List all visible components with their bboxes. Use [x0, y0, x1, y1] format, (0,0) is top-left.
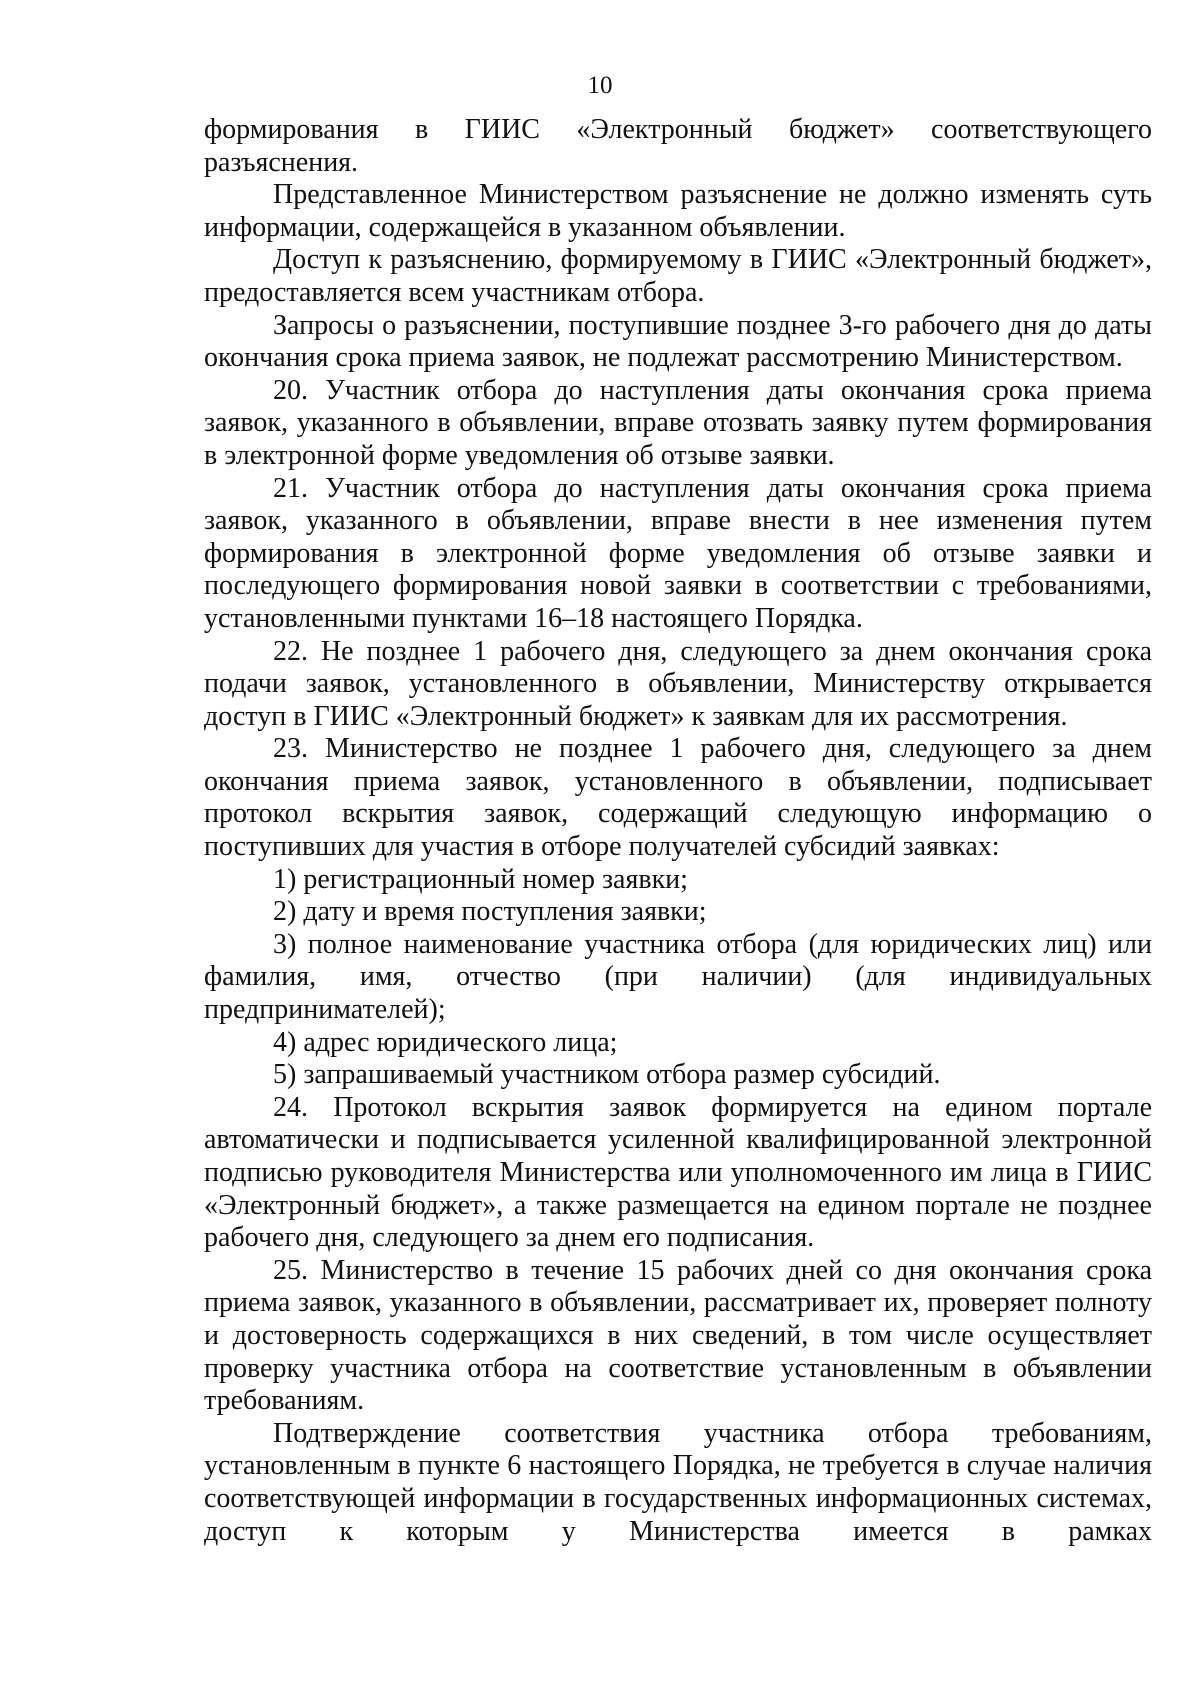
- paragraph-clarification-content: Представленное Министерством разъяснение не должно изменять суть информации, содержащейся в указанном объявлении.: [204, 179, 1152, 243]
- paragraph-item-24: 24. Протокол вскрытия заявок формируется на едином портале автоматически и подписывается усиленной квалифицированной электронной подписью руководителя Министерства или уполномоченного им лица в ГИИС «Электронный бюджет», а также размещается на едином портале не позднее рабочего дня, следующего за днем его подписания.: [204, 1091, 1152, 1254]
- list-item-5: 5) запрашиваемый участником отбора размер субсидий.: [273, 1059, 941, 1091]
- document-body: [204, 114, 1152, 1548]
- paragraph-item-21: 21. Участник отбора до наступления даты окончания срока приема заявок, указанного в объявлении, вправе внести в нее изменения путем формирования в электронной форме уведомления об отзыве заявки и последующего формирования новой заявки в соответствии с требованиями, установленными пунктами 16–18 настоящего Порядка.: [204, 472, 1152, 634]
- list-item-1: 1) регистрационный номер заявки;: [273, 863, 688, 895]
- list-item-3: 3) полное наименование участника отбора (для юридических лиц) или фамилия, имя, отчество (при наличии) (для индивидуальных предпринимателей);: [204, 928, 1152, 1026]
- paragraph-item-23: 23. Министерство не позднее 1 рабочего дня, следующего за днем окончания приема заявок, установленного в объявлении, подписывает протокол вскрытия заявок, содержащий следующую информацию о поступивших для участия в отборе получателей субсидий заявках:: [204, 733, 1152, 863]
- paragraph-continuation: формирования в ГИИС «Электронный бюджет» соответствующего разъяснения.: [204, 114, 1152, 178]
- page-number: 10: [587, 72, 613, 99]
- paragraph-item-22: 22. Не позднее 1 рабочего дня, следующего за днем окончания срока подачи заявок, установленного в объявлении, Министерству открывается доступ в ГИИС «Электронный бюджет» к заявкам для их рассмотрения.: [204, 635, 1152, 732]
- paragraph-confirmation: Подтверждение соответствия участника отбора требованиям, установленным в пункте 6 настоящего Порядка, не требуется в случае наличия соответствующей информации в государственных информационных системах, доступ к которым у Министерства имеется в рамках: [204, 1417, 1152, 1547]
- list-item-4: 4) адрес юридического лица;: [273, 1026, 618, 1058]
- paragraph-clarification-requests: Запросы о разъяснении, поступившие позднее 3-го рабочего дня до даты окончания срока приема заявок, не подлежат рассмотрению Министерством.: [204, 309, 1152, 374]
- paragraph-item-20: 20. Участник отбора до наступления даты окончания срока приема заявок, указанного в объявлении, вправе отозвать заявку путем формирования в электронной форме уведомления об отзыве заявки.: [204, 374, 1152, 471]
- paragraph-item-25: 25. Министерство в течение 15 рабочих дней со дня окончания срока приема заявок, указанного в объявлении, рассматривает их, проверяет полноту и достоверность содержащихся в них сведений, в том числе осуществляет проверку участника отбора на соответствие установленным в объявлении требованиям.: [204, 1254, 1152, 1417]
- list-item-2: 2) дату и время поступления заявки;: [273, 896, 707, 928]
- paragraph-clarification-access: Доступ к разъяснению, формируемому в ГИИС «Электронный бюджет», предоставляется всем участникам отбора.: [204, 244, 1152, 308]
